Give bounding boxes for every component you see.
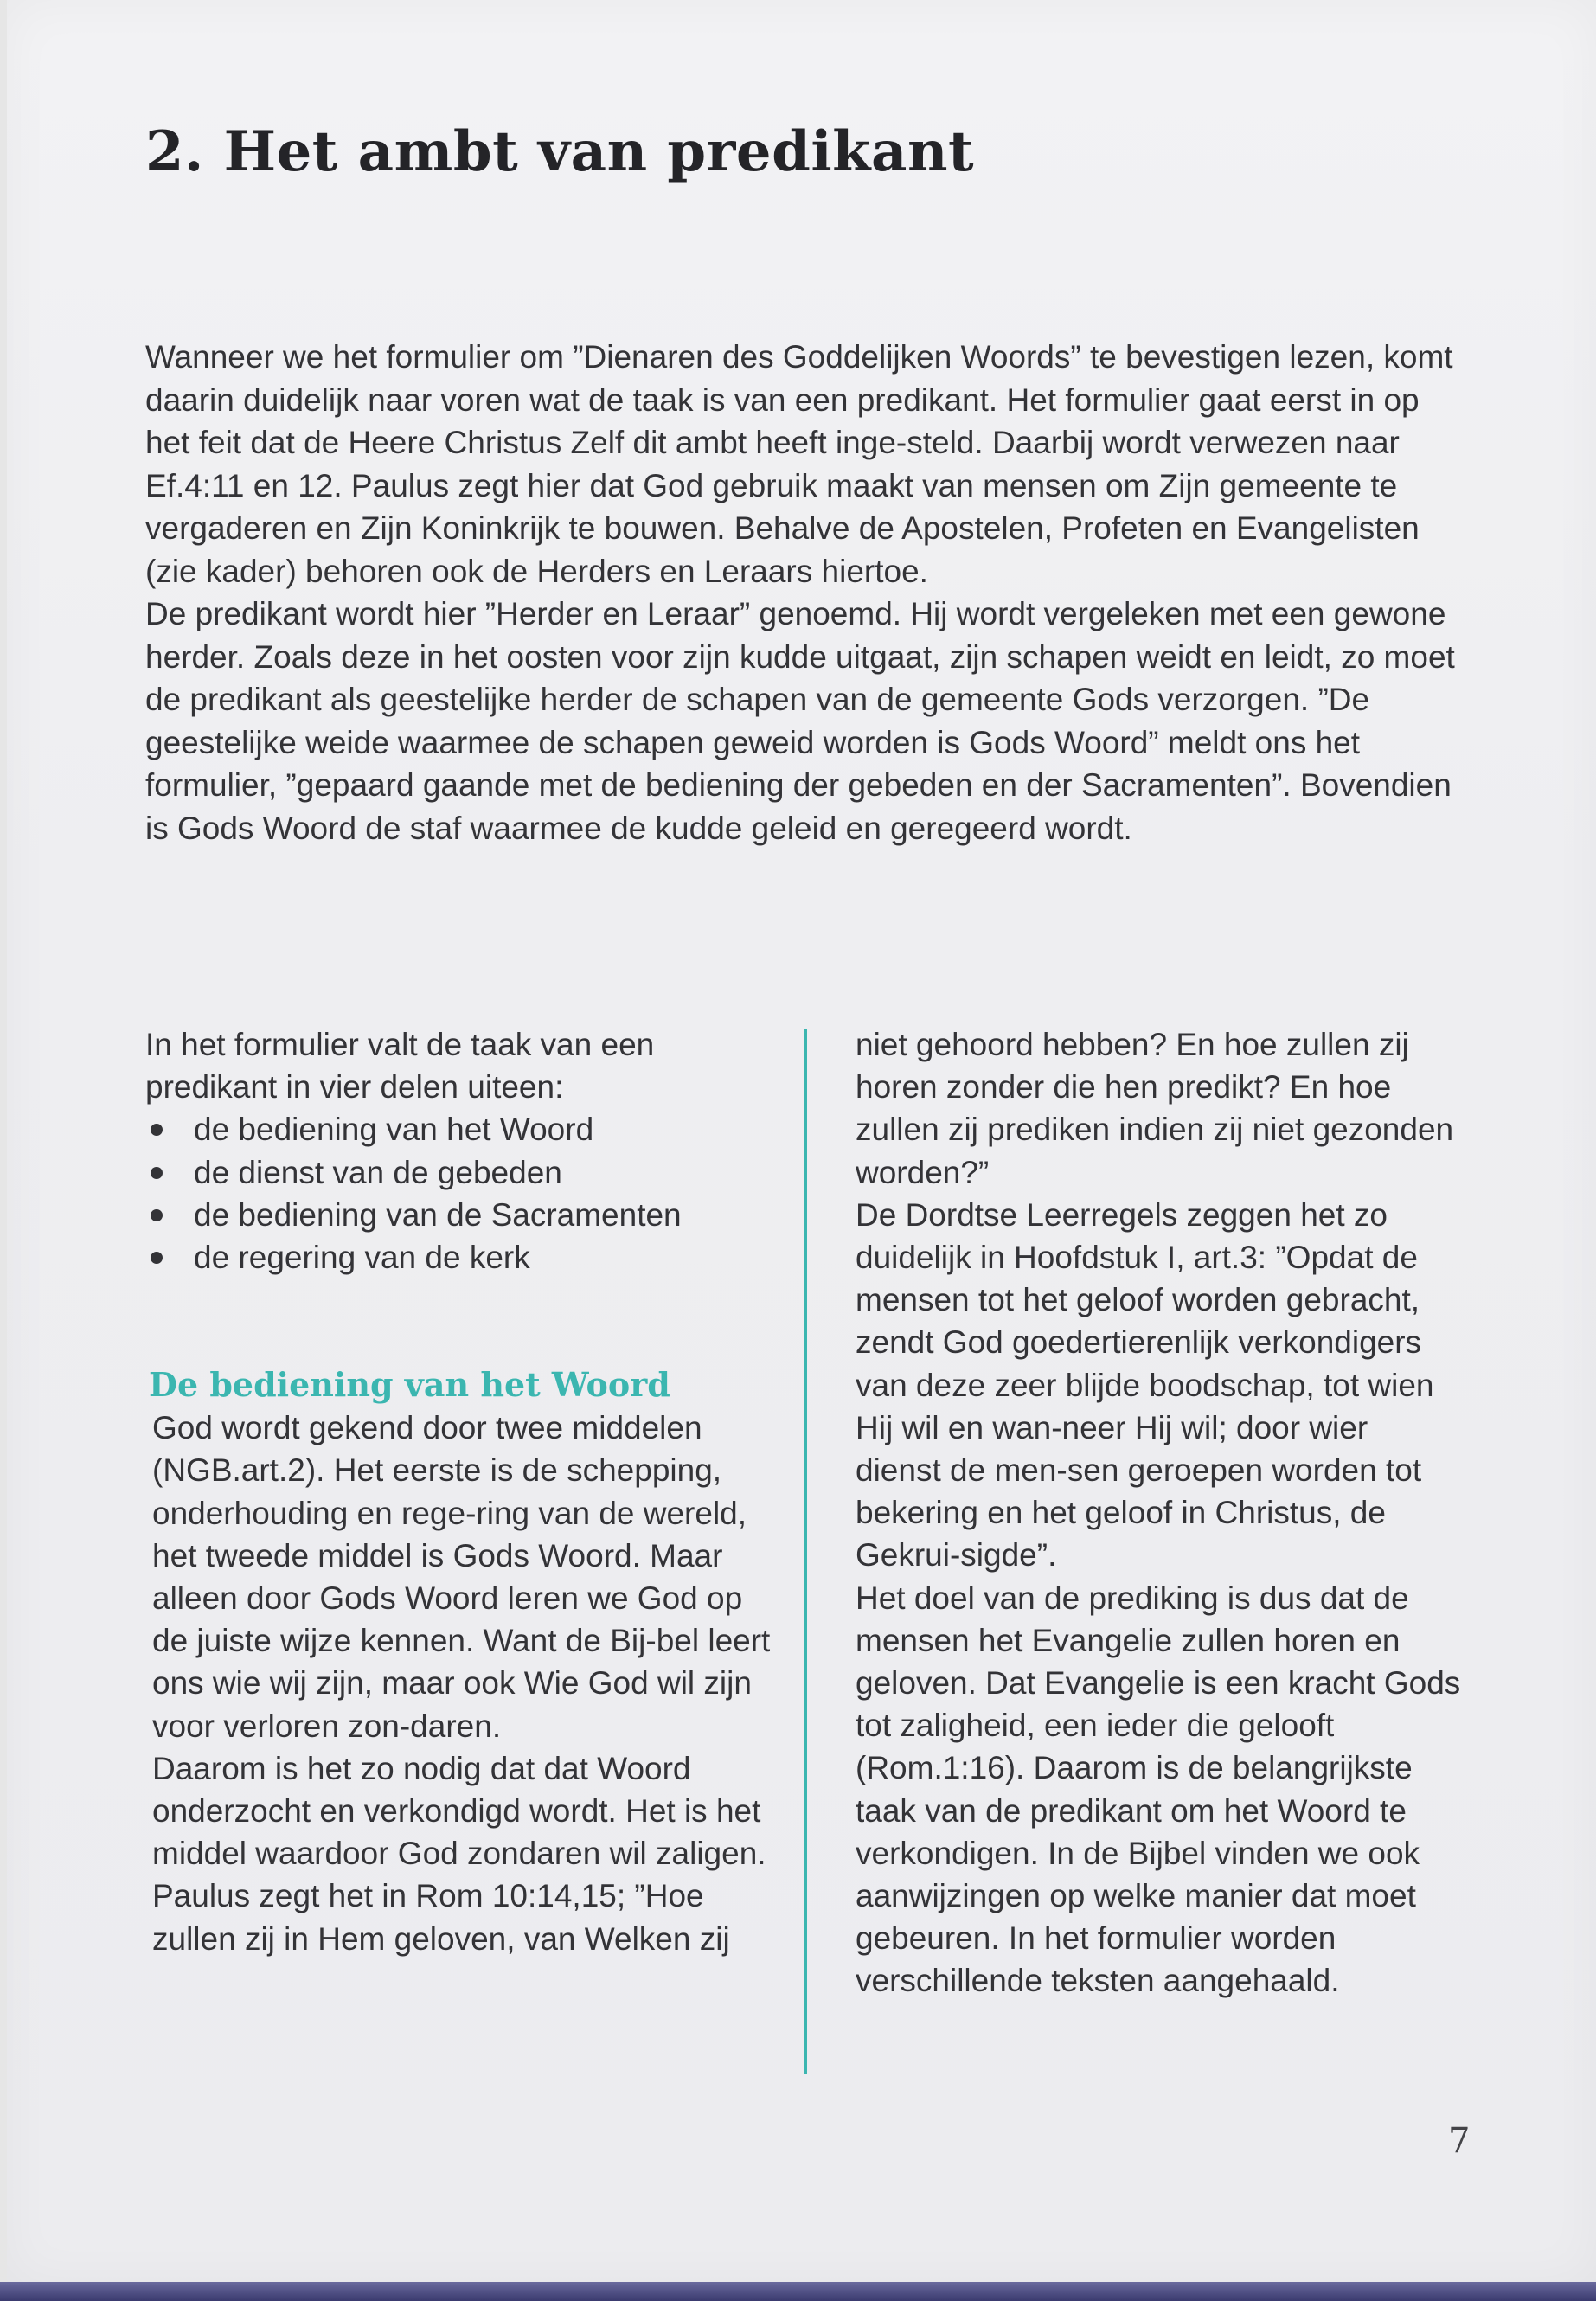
right-paragraph-2: De Dordtse Leerregels zeggen het zo duidelijk in Hoofdstuk I, art.3: ”Opdat de mensen tot het geloof worden gebracht, zendt God goedertierenlijk verkondigers van deze zeer blijde boodschap, tot wien Hij wil en wan-neer Hij wil; door wier dienst de men-sen geroepen worden tot bekering en het geloof in Christus, de Gekrui-sigde”. [856, 1196, 1434, 1574]
left-paragraph-2: Daarom is het zo nodig dat dat Woord onderzocht en verkondigd wordt. Het is het middel waardoor God zondaren wil zaligen. Paulus zegt het in Rom 10:14,15; ”Hoe zullen zij in Hem geloven, van Welken zij [152, 1750, 766, 1957]
section-subheading: De bediening van het Woord [149, 1365, 670, 1405]
task-lead-text: In het formulier valt de taak van een predikant in vier delen uiteen: [145, 1027, 655, 1106]
left-paragraph-1: God wordt gekend door twee middelen (NGB.art.2). Het eerste is de schepping, onderhouding en rege-ring van de wereld, het tweede middel is Gods Woord. Maar alleen door Gods Woord leren we God op de juiste wijze kennen. Want de Bij-bel leert ons wie wij zijn, maar ook Wie God wil zijn voor verloren zon-daren. [152, 1410, 771, 1744]
intro-section [145, 336, 1469, 849]
page-number: 7 [1448, 2121, 1471, 2161]
intro-paragraph-2: De predikant wordt hier ”Herder en Leraar” genoemd. Hij wordt vergeleken met een gewone herder. Zoals deze in het oosten voor zijn kudde uitgaat, zijn schapen weidt en leidt, zo moet de predikant als geestelijke herder de schapen van de gemeente Gods verzorgen. ”De geestelijke weide waarmee de schapen geweid worden is Gods Woord” meldt ons het formulier, ”gepaard gaande met de bediening der gebeden en der Sacramenten”. Bovendien is Gods Woord de staf waarmee de kudde geleid en geregeerd wordt. [145, 596, 1455, 846]
column-divider [804, 1029, 807, 2074]
bullet-dot-icon [151, 1252, 163, 1264]
page-title: 2. Het ambt van predikant [145, 119, 975, 184]
right-paragraph-1: niet gehoord hebben? En hoe zullen zij horen zonder die hen predikt? En hoe zullen zij prediken indien zij niet gezonden worden?” [856, 1027, 1454, 1190]
bullet-item: de regering van de kerk [145, 1236, 777, 1279]
bullet-item: de bediening van de Sacramenten [145, 1194, 777, 1236]
bullet-item: de bediening van het Woord [145, 1108, 777, 1150]
document-page [7, 0, 1596, 2284]
bullet-dot-icon [151, 1209, 163, 1221]
scan-bottom-edge [0, 2282, 1596, 2301]
intro-paragraph-1: Wanneer we het formulier om ”Dienaren des Goddelijken Woords” te bevestigen lezen, komt daarin duidelijk naar voren wat de taak is van een predikant. Het formulier gaat eerst in op het feit dat de Heere Christus Zelf dit ambt heeft inge-steld. Daarbij wordt verwezen naar Ef.4:11 en 12. Paulus zegt hier dat God gebruik maakt van mensen om Zijn gemeente te vergaderen en Zijn Koninkrijk te bouwen. Behalve de Apostelen, Profeten en Evangelisten (zie kader) behoren ook de Herders en Leraars hiertoe. [145, 339, 1453, 589]
left-column [145, 1023, 777, 1960]
right-column [856, 1023, 1461, 2003]
bullet-item: de dienst van de gebeden [145, 1151, 777, 1194]
task-bullet-list [145, 1108, 777, 1279]
right-paragraph-3: Het doel van de prediking is dus dat de mensen het Evangelie zullen horen en geloven. Dat Evangelie is een kracht Gods tot zaligheid, een ieder die gelooft (Rom.1:16). Daarom is de belangrijkste taak van de predikant om het Woord te verkondigen. In de Bijbel vinden we ook aanwijzingen op welke manier dat moet gebeuren. In het formulier worden verschillende teksten aangehaald. [856, 1580, 1461, 1999]
left-body [145, 1407, 777, 1960]
bullet-dot-icon [151, 1167, 163, 1179]
bullet-dot-icon [151, 1124, 163, 1136]
